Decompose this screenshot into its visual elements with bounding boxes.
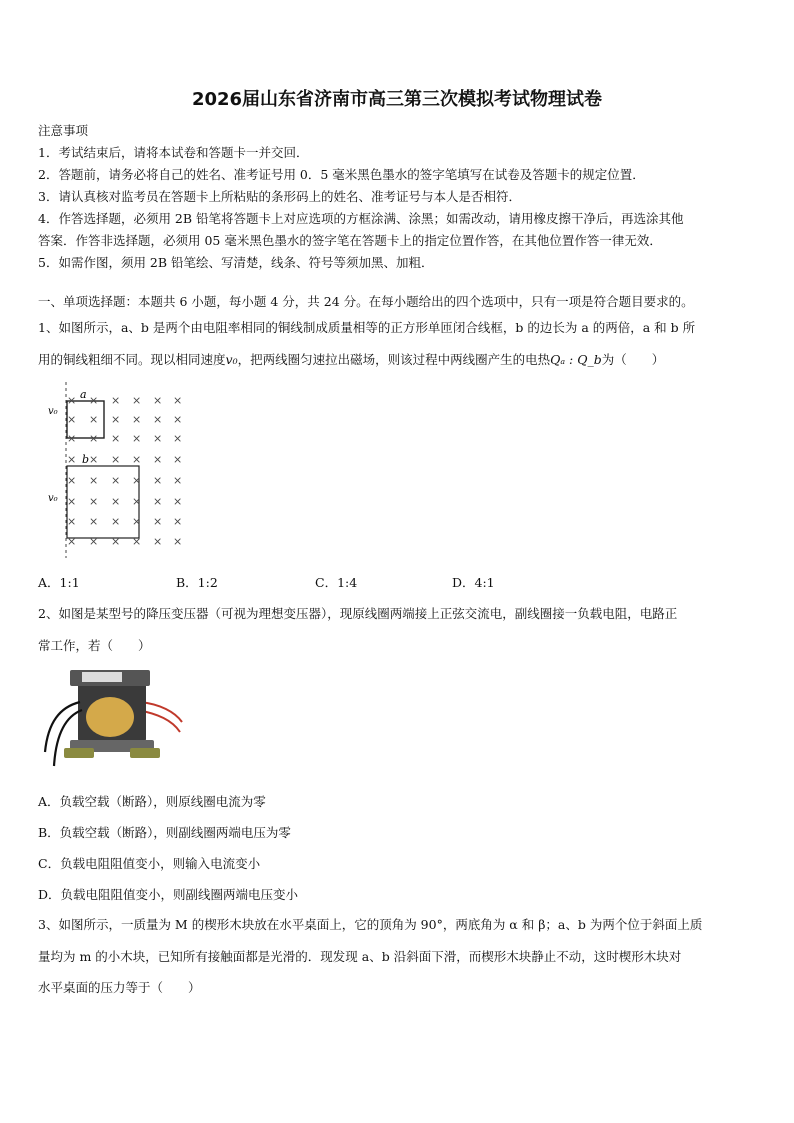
q1-option-a[interactable]: A．1:1 — [38, 575, 80, 590]
field-cross: × — [89, 413, 99, 426]
notice-item-3: 3．请认真核对监考员在答题卡上所粘贴的条形码上的姓名、准考证号与本人是否相符． — [38, 189, 521, 204]
field-cross: × — [89, 515, 99, 528]
q2-option-c[interactable]: C．负载电阻阻值变小，则输入电流变小 — [38, 856, 261, 871]
field-cross: × — [89, 432, 99, 445]
field-cross: × — [111, 432, 121, 445]
q2-stem-line1: 2、如图是某型号的降压变压器（可视为理想变压器），现原线圈两端接上正弦交流电，副线圈接一负载电阻，电路正 — [38, 606, 678, 621]
field-cross: × — [153, 394, 163, 407]
notice-item-4-cont: 答案．作答非选择题，必须用 05 毫米黑色墨水的签字笔在答题卡上的指定位置作答，在其他位置作答一律无效． — [38, 233, 662, 248]
field-cross: × — [173, 413, 183, 426]
field-cross: × — [153, 515, 163, 528]
field-cross: × — [153, 453, 163, 466]
q2-option-d[interactable]: D．负载电阻阻值变小，则副线圈两端电压变小 — [38, 887, 299, 902]
q1-stem-line1: 1、如图所示，a、b 是两个由电阻率相同的铜线制成质量相等的正方形单匝闭合线框，b 的边长为 a 的两倍，a 和 b 所 — [38, 320, 696, 335]
field-cross: × — [111, 535, 121, 548]
field-cross: × — [89, 495, 99, 508]
field-cross: × — [67, 432, 77, 445]
q1-stem-line2 — [38, 350, 664, 368]
transformer-photo — [40, 662, 185, 774]
field-cross: × — [153, 495, 163, 508]
field-cross: × — [153, 535, 163, 548]
q1-option-b[interactable]: B．1:2 — [176, 575, 218, 590]
field-cross: × — [173, 474, 183, 487]
field-cross: × — [111, 413, 121, 426]
field-cross: × — [132, 474, 142, 487]
field-cross: × — [89, 394, 99, 407]
field-cross: × — [173, 515, 183, 528]
q1-text-a: 用的铜线粗细不同。现以相同速度 — [38, 352, 226, 367]
q2-stem-line2: 常工作，若（ ） — [38, 638, 151, 653]
field-cross: × — [111, 515, 121, 528]
field-crosses — [67, 394, 182, 548]
field-cross: × — [132, 413, 142, 426]
q2-option-a[interactable]: A．负载空载（断路），则原线圈电流为零 — [38, 794, 266, 809]
field-cross: × — [132, 453, 142, 466]
notice-heading: 注意事项 — [38, 123, 89, 138]
coil-b — [67, 466, 142, 538]
field-cross: × — [153, 474, 163, 487]
q1-option-d[interactable]: D．4:1 — [452, 575, 495, 590]
field-cross: × — [67, 413, 77, 426]
magnetic-field-figure — [40, 380, 200, 560]
q3-stem-line1: 3、如图所示，一质量为 M 的楔形木块放在水平桌面上，它的顶角为 90°，两底角为 α 和 β；a、b 为两个位于斜面上质 — [38, 917, 703, 932]
field-cross: × — [173, 432, 183, 445]
section-heading: 一、单项选择题：本题共 6 小题，每小题 4 分，共 24 分。在每小题给出的四个选项中，只有一项是符合题目要求的。 — [38, 294, 694, 309]
field-cross: × — [132, 432, 142, 445]
field-cross: × — [132, 515, 142, 528]
field-cross: × — [111, 453, 121, 466]
field-cross: × — [67, 495, 77, 508]
field-cross: × — [132, 394, 142, 407]
field-cross: × — [89, 535, 99, 548]
q3-stem-line3: 水平桌面的压力等于（ ） — [38, 980, 201, 995]
field-cross: × — [153, 432, 163, 445]
notice-item-1: 1．考试结束后，请将本试卷和答题卡一并交回． — [38, 145, 309, 160]
q2-option-b[interactable]: B．负载空载（断路），则副线圈两端电压为零 — [38, 825, 291, 840]
velocity-label-top: v₀ — [48, 406, 58, 417]
q3-stem-line2: 量均为 m 的小木块，已知所有接触面都是光滑的．现发现 a、b 沿斜面下滑，而楔形木块静止不动，这时楔形木块对 — [38, 949, 682, 964]
field-cross: × — [153, 413, 163, 426]
field-cross: × — [173, 394, 183, 407]
field-cross: × — [89, 453, 99, 466]
v0-symbol: v₀ — [225, 352, 238, 367]
notice-item-4: 4．作答选择题，必须用 2B 铅笔将答题卡上对应选项的方框涂满、涂黑；如需改动，请用橡皮擦干净后，再选涂其他 — [38, 211, 684, 226]
field-cross: × — [111, 474, 121, 487]
velocity-label-bottom: v₀ — [48, 493, 58, 504]
field-cross: × — [132, 535, 142, 548]
notice-item-2: 2．答题前，请务必将自己的姓名、准考证号用 0．5 毫米黑色墨水的签字笔填写在试卷及答题卡的规定位置． — [38, 167, 645, 182]
q1-text-c: 为（ ） — [601, 352, 665, 367]
field-cross: × — [67, 474, 77, 487]
q1-text-b: ，把两线圈匀速拉出磁场，则该过程中两线圈产生的电热 — [237, 352, 551, 367]
page-title: 2026届山东省济南市高三第三次模拟考试物理试卷 — [191, 89, 603, 110]
field-cross: × — [132, 495, 142, 508]
field-cross: × — [67, 535, 77, 548]
field-cross: × — [173, 495, 183, 508]
coil-b-label: b — [82, 453, 90, 466]
field-cross: × — [111, 394, 121, 407]
field-cross: × — [111, 495, 121, 508]
field-cross: × — [173, 453, 183, 466]
notice-item-5: 5．如需作图，须用 2B 铅笔绘、写清楚，线条、符号等须加黑、加粗． — [38, 255, 434, 270]
q1-option-c[interactable]: C．1:4 — [315, 575, 358, 590]
field-cross: × — [89, 474, 99, 487]
field-cross: × — [67, 394, 77, 407]
coil-a-label: a — [80, 388, 87, 401]
field-cross: × — [173, 535, 183, 548]
heat-ratio-symbol: Qₐ : Q_b — [550, 352, 602, 367]
field-cross: × — [67, 515, 77, 528]
field-cross: × — [67, 453, 77, 466]
